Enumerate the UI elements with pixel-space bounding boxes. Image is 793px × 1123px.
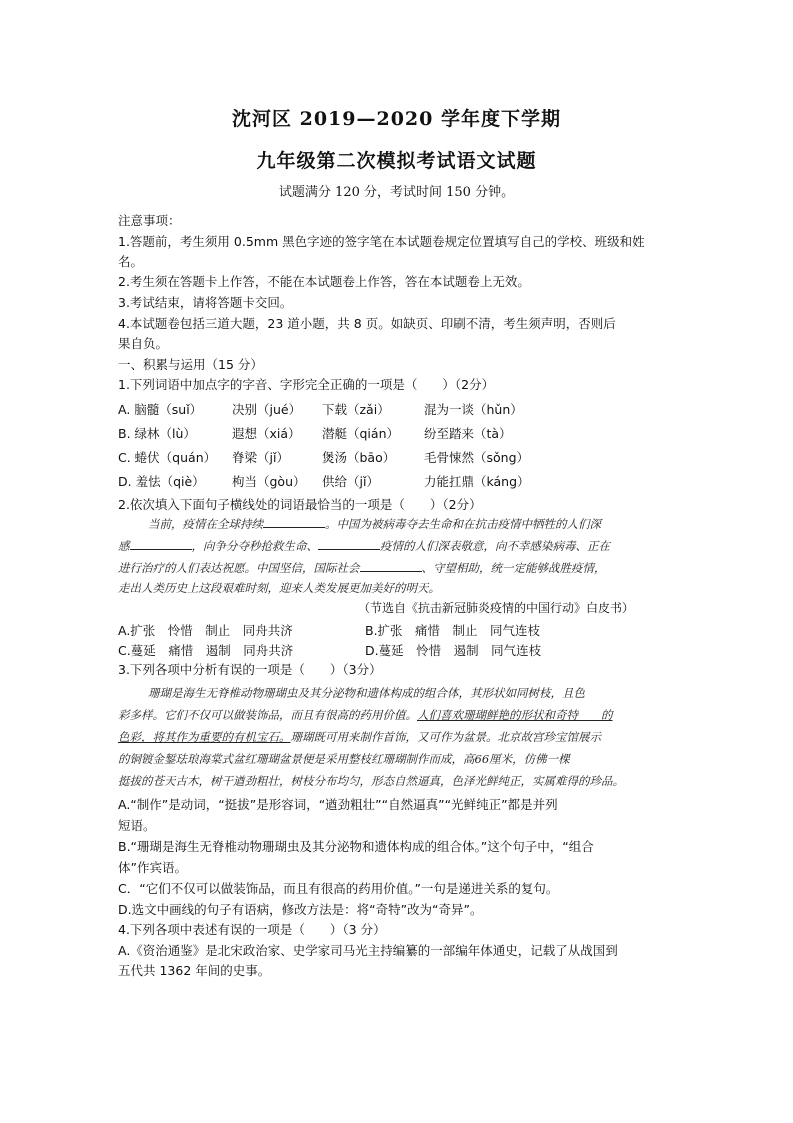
q3-passage-text: 珊瑚既可用来制作首饰，又可作为盆景。北京故宫珍宝馆展示 xyxy=(290,730,601,744)
q2-option-c: C.蔓延 痛惜 遏制 同舟共济 xyxy=(118,643,294,658)
note-3: 3.考试结束，请将答题卡交回。 xyxy=(118,295,293,310)
q2-passage-text: 。中国为被病毒夺去生命和在抗击疫情中牺牲的人们深 xyxy=(325,517,601,531)
q2-passage-text: ，向争分夺秒抢救生命、 xyxy=(191,539,318,553)
q2-passage-text: 当前，疫情在全球持续 xyxy=(148,517,263,531)
q1-option-b-2: 遐想（xiá） xyxy=(232,426,301,441)
q3-option-d: D.选文中画线的句子有语病，修改方法是：将“奇特”改为“奇异”。 xyxy=(118,902,483,917)
q1-option-a-1: A. 脑髓（suǐ） xyxy=(118,402,203,417)
q1-option-c-1: C. 蜷伏（quán） xyxy=(118,450,217,465)
note-1: 1.答题前，考生须用 0.5mm 黑色字迹的签字笔在本试题卷规定位置填写自己的学校、班级和姓 xyxy=(118,234,645,249)
q2-passage-line-4: 走出人类历史上这段艰难时刻，迎来人类发展更加美好的明天。 xyxy=(118,581,440,595)
q2-passage-text: 感 xyxy=(118,539,130,553)
q3-passage-line-2 xyxy=(118,705,688,727)
q1-option-c-3: 煲汤（bāo） xyxy=(322,450,396,465)
q3-passage-text: 彩多样。它们不仅可以做装饰品，而且有很高的药用价值。 xyxy=(118,708,417,722)
underlined-sentence: 人们喜欢珊瑚鲜艳的形状和奇特 的 xyxy=(417,708,613,722)
note-2: 2.考生须在答题卡上作答，不能在本试题卷上作答，答在本试题卷上无效。 xyxy=(118,274,530,289)
blank-line xyxy=(263,515,325,528)
q1-option-b-3: 潜艇（qián） xyxy=(322,426,399,441)
exam-title: 九年级第二次模拟考试语文试题 xyxy=(256,150,537,172)
q3-passage-line-1: 珊瑚是海生无脊椎动物珊瑚虫及其分泌物和遗体构成的组合体，其形状如同树枝，且色 xyxy=(148,686,585,700)
q3-option-a-cont: 短语。 xyxy=(118,818,156,833)
page-title: 沈河区 2019—2020 学年度下学期 xyxy=(232,108,561,130)
q3-passage-line-5: 挺拔的苍天古木，树干遒劲粗壮，树枝分布均匀，形态自然逼真，色泽光鲜纯正，实属难得的珍品。 xyxy=(118,774,624,788)
question-1-stem: 1.下列词语中加点字的字音、字形完全正确的一项是（ ）（2分） xyxy=(118,377,495,392)
q4-option-a-cont: 五代共 1362 年间的史事。 xyxy=(118,963,271,978)
q2-passage-text: 进行治疗的人们表达祝愿。中国坚信，国际社会 xyxy=(118,561,360,575)
q1-option-d-3: 供给（jǐ） xyxy=(322,474,379,489)
q1-option-c-4: 毛骨悚然（sǒng） xyxy=(424,450,530,465)
q1-option-c-2: 脊梁（jǐ） xyxy=(232,450,289,465)
q1-option-b-4: 纷至踏来（tà） xyxy=(424,426,512,441)
q4-option-a: A.《资治通鉴》是北宋政治家、史学家司马光主持编纂的一部编年体通史，记载了从战国到 xyxy=(118,943,618,958)
q1-option-a-3: 下载（zǎi） xyxy=(322,402,390,417)
q1-option-d-4: 力能扛鼎（káng） xyxy=(424,474,530,489)
q1-option-d-2: 枸当（gòu） xyxy=(232,474,306,489)
question-2-stem: 2.依次填入下面句子横线处的词语最恰当的一项是（ ）（2分） xyxy=(118,497,482,512)
q2-passage-line-3 xyxy=(118,558,678,580)
q2-option-b: B.扩张 痛惜 制止 同气连枝 xyxy=(365,623,541,638)
q1-option-a-4: 混为一谈（hǔn） xyxy=(424,402,523,417)
q2-source: （节选自《抗击新冠肺炎疫情的中国行动》白皮书） xyxy=(358,601,635,615)
q2-option-a: A.扩张 怜惜 制止 同舟共济 xyxy=(118,623,293,638)
q3-option-b: B.“珊瑚是海生无脊椎动物珊瑚虫及其分泌物和遗体构成的组合体。”这个句子中，“组合 xyxy=(118,839,594,854)
section-heading: 一、积累与运用（15 分） xyxy=(118,357,263,372)
q2-passage-text: 、守望相助，统一定能够战胜疫情， xyxy=(421,561,606,575)
q1-option-b-1: B. 绿林（lù） xyxy=(118,426,196,441)
blank-line xyxy=(360,559,422,572)
notes-heading: 注意事项： xyxy=(118,213,181,228)
blank-line xyxy=(130,537,192,550)
note-1-cont: 名。 xyxy=(118,254,144,269)
exam-info: 试题满分 120 分，考试时间 150 分钟。 xyxy=(278,185,515,200)
q2-passage-text: 疫情的人们深表敬意，向不幸感染病毒、正在 xyxy=(380,539,610,553)
blank-line xyxy=(318,537,380,550)
underlined-sentence: 色彩，将其作为重要的有机宝石。 xyxy=(118,730,291,744)
q3-passage-line-3 xyxy=(118,727,688,749)
q3-option-a: A.“制作”是动词，“挺拔”是形容词，“遒劲粗壮”“自然逼真”“光鲜纯正”都是并列 xyxy=(118,797,558,812)
q1-option-d-1: D. 羞怯（qiè） xyxy=(118,474,205,489)
question-4-stem: 4.下列各项中表述有误的一项是（ ）（3 分） xyxy=(118,922,386,937)
q3-passage-line-4: 的铜镀金錾珐琅海棠式盆红珊瑚盆景便是采用整枝红珊瑚制作而成，高66厘米，仿佛一棵 xyxy=(118,752,570,766)
q3-option-b-cont: 体”作宾语。 xyxy=(118,860,187,875)
note-4: 4.本试题卷包括三道大题，23 道小题，共 8 页。如缺页、印刷不清，考生须声明，否则后 xyxy=(118,316,616,331)
q3-option-c: C．“它们不仅可以做装饰品，而且有很高的药用价值。”一句是递进关系的复句。 xyxy=(118,881,559,896)
note-4-cont: 果自负。 xyxy=(118,336,169,351)
q2-option-d: D.蔓延 怜惜 遏制 同气连枝 xyxy=(365,643,542,658)
q2-passage-line-1 xyxy=(148,514,678,536)
question-3-stem: 3.下列各项中分析有误的一项是（ ）（3分） xyxy=(118,662,382,677)
q2-passage-line-2 xyxy=(118,536,678,558)
q1-option-a-2: 决别（jué） xyxy=(232,402,302,417)
